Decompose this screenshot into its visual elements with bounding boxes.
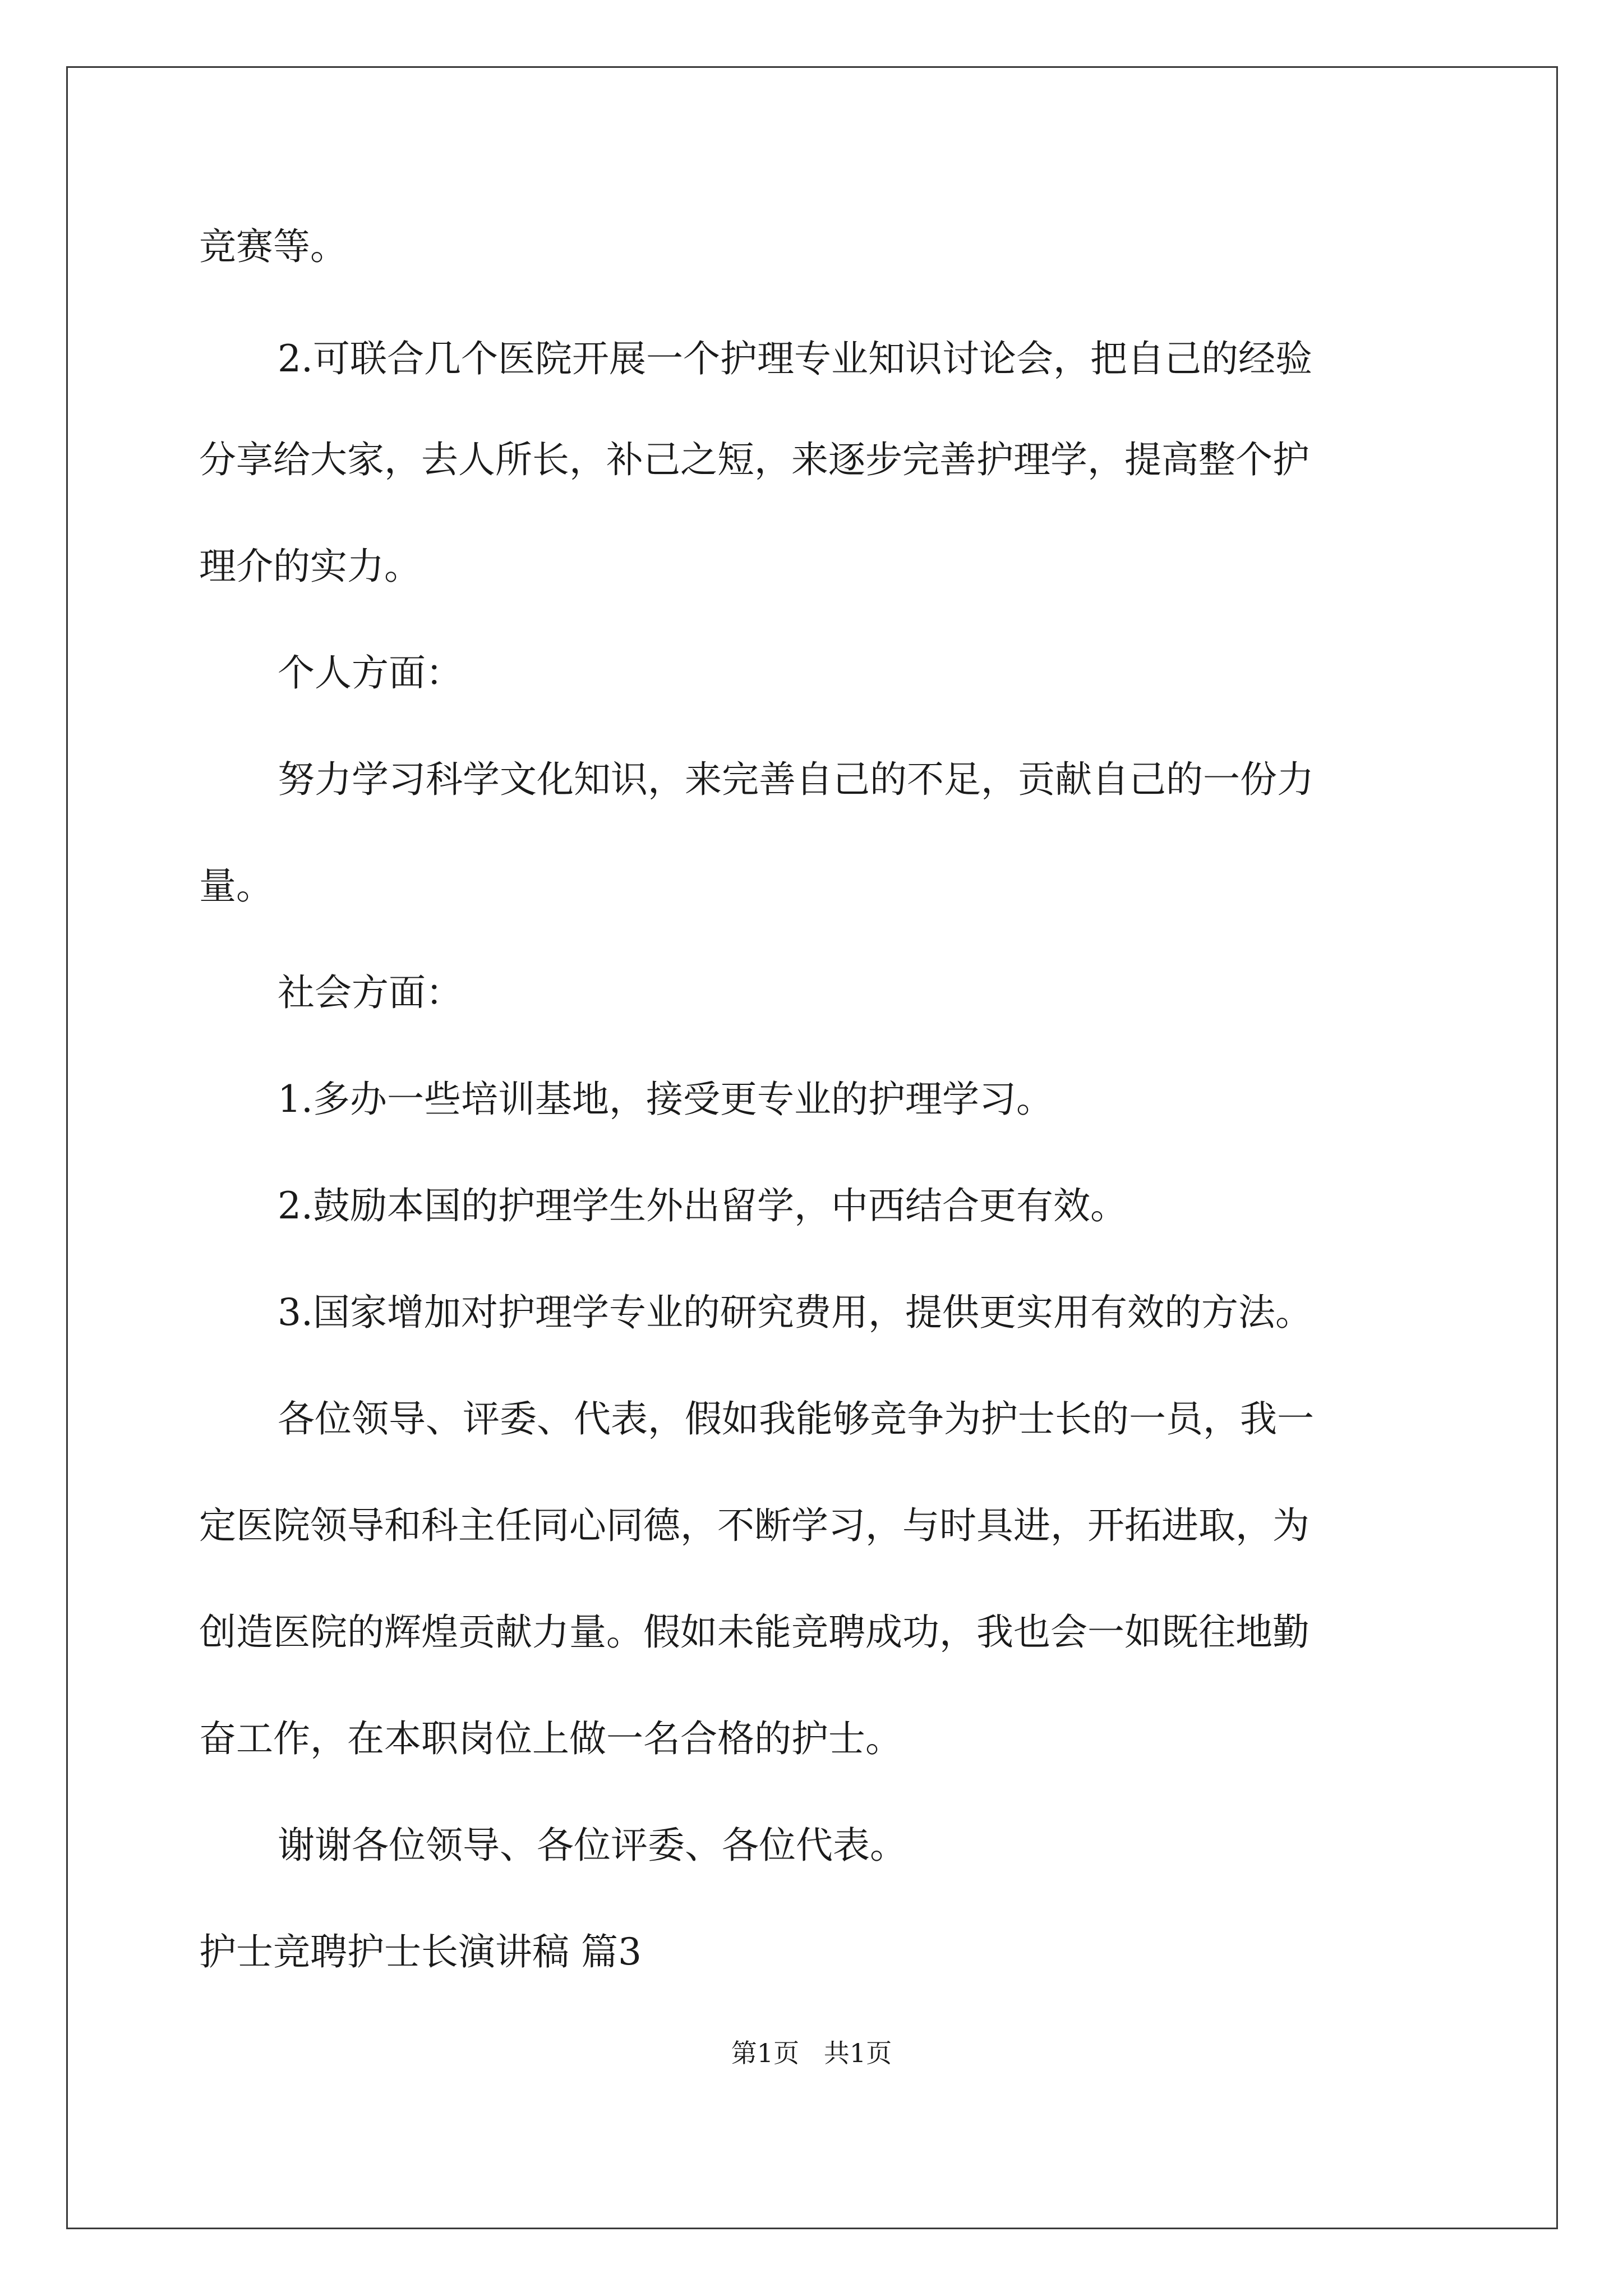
paragraph-line: 谢谢各位领导、各位评委、各位代表。 [278,1824,907,1867]
paragraph-line: 定医院领导和科主任同心同德，不断学习，与时具进，开拓进取，为 [199,1504,1310,1547]
paragraph-line: 竞赛等。 [199,225,347,268]
list-item: 1.多办一些培训基地，接受更专业的护理学习。 [278,1078,1053,1121]
article-title: 护士竞聘护士长演讲稿 篇3 [199,1930,642,1973]
paragraph-line: 创造医院的辉煌贡献力量。假如未能竞聘成功，我也会一如既往地勤 [199,1611,1310,1654]
paragraph-line: 奋工作，在本职岗位上做一名合格的护士。 [199,1717,902,1760]
list-item: 2.鼓励本国的护理学生外出留学，中西结合更有效。 [278,1184,1127,1227]
paragraph-line: 2.可联合几个医院开展一个护理专业知识讨论会，把自己的经验 [278,337,1312,380]
paragraph-line: 分享给大家，去人所长，补己之短，来逐步完善护理学，提高整个护 [199,438,1310,481]
paragraph-line: 各位领导、评委、代表，假如我能够竞争为护士长的一员，我一 [278,1397,1314,1441]
paragraph-line: 理介的实力。 [199,545,421,588]
page-footer: 第1页 共1页 [731,2038,892,2068]
paragraph-line: 量。 [199,864,273,908]
paragraph-line: 努力学习科学文化知识，来完善自己的不足，贡献自己的一份力 [278,758,1314,801]
list-item: 3.国家增加对护理学专业的研究费用，提供更实用有效的方法。 [278,1291,1312,1334]
section-heading: 个人方面： [278,651,463,694]
page-border [66,66,1558,2229]
section-heading: 社会方面： [278,971,463,1014]
